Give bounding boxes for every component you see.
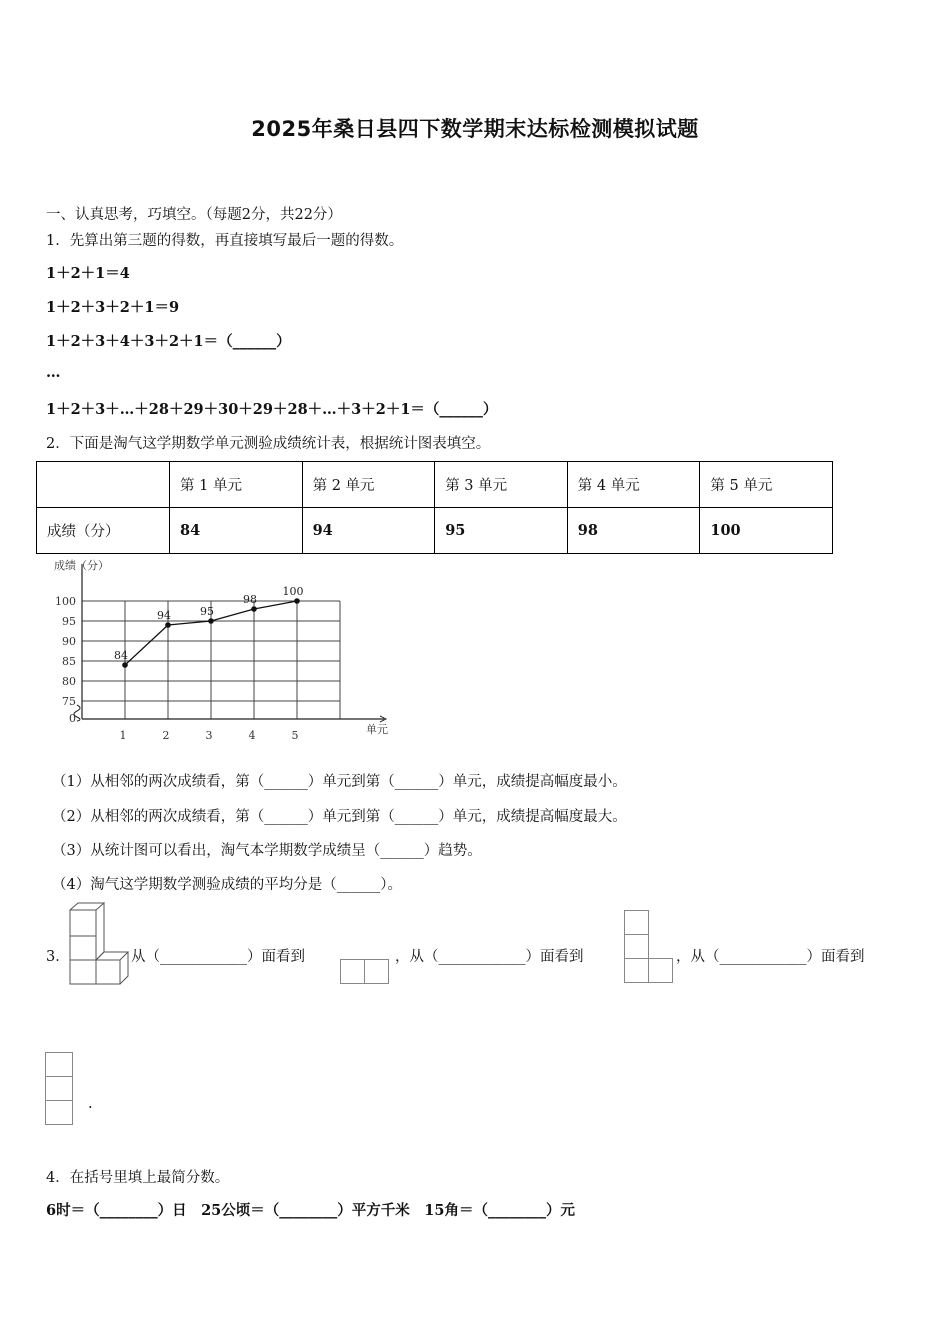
q2-sub-2: （2）从相邻的两次成绩看，第（______）单元到第（______）单元，成绩提高幅度最大。	[52, 809, 627, 825]
q3-part-3: ，从（____________）面看到	[676, 949, 865, 965]
table-header-cell: 第 2 单元	[302, 462, 435, 508]
table-cell: 100	[700, 508, 833, 554]
table-header-row	[37, 462, 833, 508]
q4-line: 6时＝（________）日 25公顷＝（________）平方千米 15角＝（________）元	[46, 1202, 575, 1219]
table-cell: 98	[567, 508, 700, 554]
data-label: 100	[282, 585, 304, 598]
y-tick-label: 100	[55, 595, 76, 608]
page-title: 2025年桑日县四下数学期末达标检测模拟试题	[251, 117, 699, 141]
q3-end: .	[88, 1096, 93, 1112]
table-cell: 95	[435, 508, 568, 554]
data-point	[294, 598, 300, 604]
y-tick-label: 90	[62, 635, 76, 648]
data-point	[122, 662, 128, 668]
q1-line-2: 1＋2＋3＋2＋1＝9	[46, 299, 180, 316]
y-tick-label: 95	[62, 615, 76, 628]
q4-prompt: 4．在括号里填上最简分数。	[46, 1170, 230, 1186]
q2-sub-4: （4）淘气这学期数学测验成绩的平均分是（______）。	[52, 877, 402, 893]
q1-ellipsis: …	[46, 364, 61, 381]
x-tick-label: 1	[119, 729, 127, 742]
view-a-square	[340, 959, 365, 984]
x-tick-label: 4	[248, 729, 256, 742]
score-line-chart	[40, 556, 400, 746]
data-point	[165, 622, 171, 628]
x-axis-label: 单元	[366, 723, 388, 736]
data-label: 98	[243, 593, 257, 606]
q1-line-3: 1＋2＋3＋4＋3＋2＋1＝（______）	[46, 333, 291, 350]
q3-part-2: ，从（____________）面看到	[395, 949, 584, 965]
view-c-square	[45, 1100, 73, 1125]
data-point	[251, 606, 257, 612]
x-tick-label: 2	[162, 729, 170, 742]
view-c-square	[45, 1076, 73, 1101]
data-point	[208, 618, 214, 624]
q3-number: 3．	[46, 949, 70, 965]
q3-part-1: 从（____________）面看到	[131, 949, 305, 965]
view-b-square	[624, 958, 649, 983]
table-header-cell: 第 3 单元	[435, 462, 568, 508]
y-tick-label: 80	[62, 675, 76, 688]
view-b-square	[648, 958, 673, 983]
q1-line-5: 1＋2＋3＋…＋28＋29＋30＋29＋28＋…＋3＋2＋1＝（______）	[46, 401, 498, 418]
q2-prompt: 2．下面是淘气这学期数学单元测验成绩统计表，根据统计图表填空。	[46, 436, 491, 452]
data-label: 94	[157, 609, 171, 622]
y-tick-label: 75	[62, 695, 76, 708]
table-header-cell: 第 1 单元	[170, 462, 303, 508]
cube-stack-figure	[68, 900, 130, 988]
q1-prompt: 1．先算出第三题的得数，再直接填写最后一题的得数。	[46, 233, 404, 249]
view-c-square	[45, 1052, 73, 1077]
q2-sub-1: （1）从相邻的两次成绩看，第（______）单元到第（______）单元，成绩提高幅度最小。	[52, 774, 627, 790]
table-cell: 94	[302, 508, 435, 554]
table-header-cell: 第 5 单元	[700, 462, 833, 508]
table-row	[37, 508, 833, 554]
table-row-label: 成绩（分）	[37, 508, 170, 554]
q2-sub-3: （3）从统计图可以看出，淘气本学期数学成绩呈（______）趋势。	[52, 843, 482, 859]
data-label: 84	[114, 649, 128, 662]
section-heading: 一、认真思考，巧填空。（每题2分，共22分）	[46, 207, 342, 223]
y-axis-label: 成绩（分）	[54, 559, 109, 572]
data-label: 95	[200, 605, 214, 618]
y-tick-label: 0	[69, 712, 76, 725]
q1-line-1: 1＋2＋1＝4	[46, 265, 130, 282]
view-b-square	[624, 934, 649, 959]
view-b-square	[624, 910, 649, 935]
x-tick-label: 3	[205, 729, 213, 742]
y-tick-label: 85	[62, 655, 76, 668]
table-header-cell: 第 4 单元	[567, 462, 700, 508]
scores-table	[36, 461, 833, 554]
table-header-cell	[37, 462, 170, 508]
table-cell: 84	[170, 508, 303, 554]
x-tick-label: 5	[291, 729, 299, 742]
view-a-square	[364, 959, 389, 984]
